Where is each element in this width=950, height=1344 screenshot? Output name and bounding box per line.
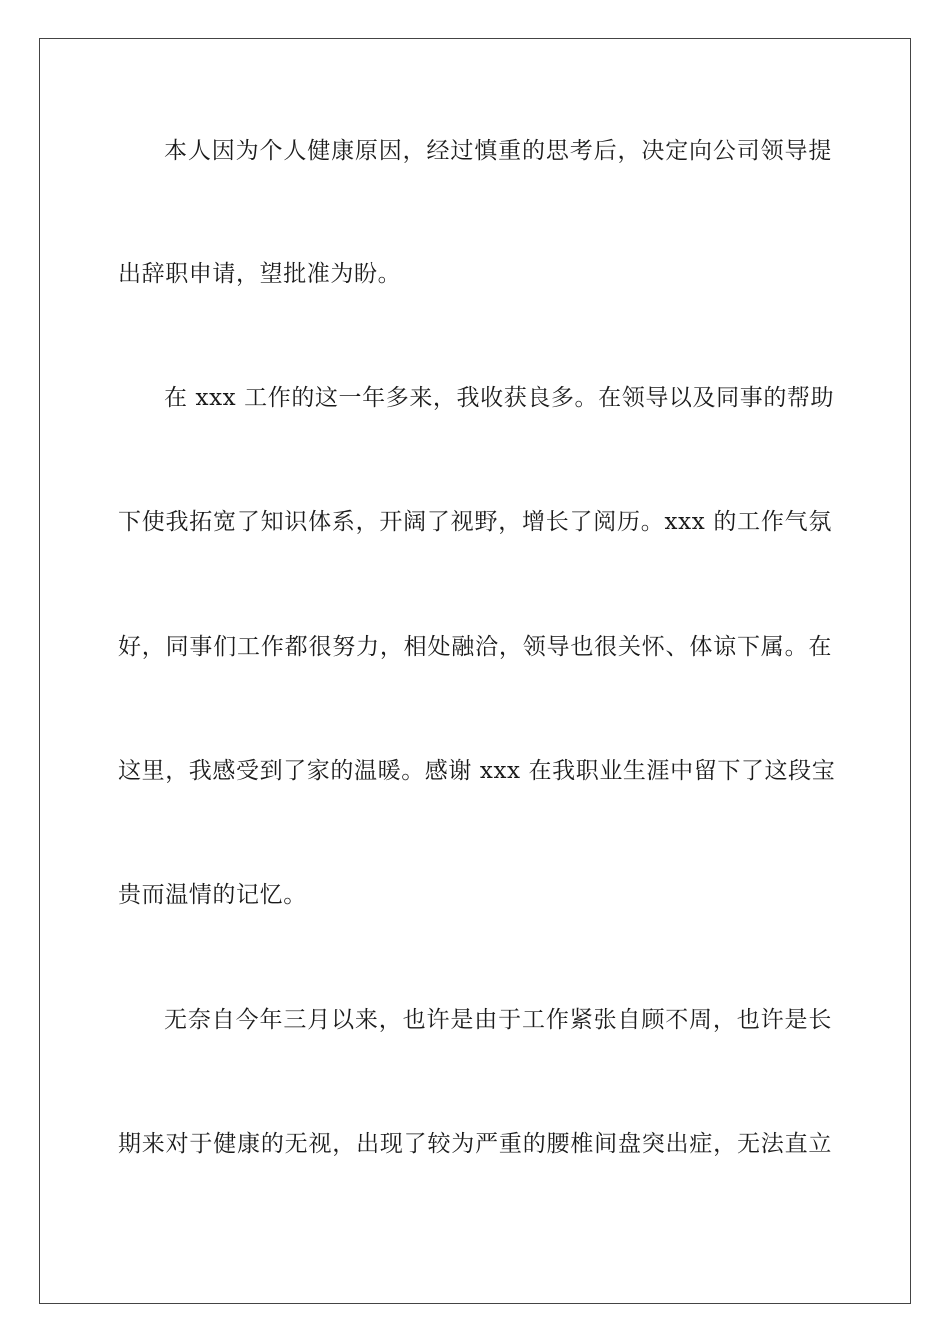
paragraph-1-line-2: 出辞职申请，望批准为盼。 bbox=[118, 261, 402, 287]
paragraph-3-line-2: 期来对于健康的无视，出现了较为严重的腰椎间盘突出症，无法直立 bbox=[118, 1131, 832, 1157]
paragraph-2-line-5: 贵而温情的记忆。 bbox=[118, 882, 307, 908]
paragraph-3-line-1: 无奈自今年三月以来，也许是由于工作紧张自顾不周，也许是长 bbox=[164, 1007, 832, 1033]
paragraph-2-line-2: 下使我拓宽了知识体系，开阔了视野，增长了阅历。xxx 的工作气氛 bbox=[118, 509, 832, 535]
paragraph-2-line-3: 好，同事们工作都很努力，相处融洽，领导也很关怀、体谅下属。在 bbox=[118, 634, 832, 660]
paragraph-2-line-1: 在 xxx 工作的这一年多来，我收获良多。在领导以及同事的帮助 bbox=[164, 385, 835, 411]
paragraph-1-line-1: 本人因为个人健康原因，经过慎重的思考后，决定向公司领导提 bbox=[164, 138, 832, 164]
paragraph-2-line-4: 这里，我感受到了家的温暖。感谢 xxx 在我职业生涯中留下了这段宝 bbox=[118, 758, 836, 784]
page-border bbox=[39, 38, 911, 1304]
